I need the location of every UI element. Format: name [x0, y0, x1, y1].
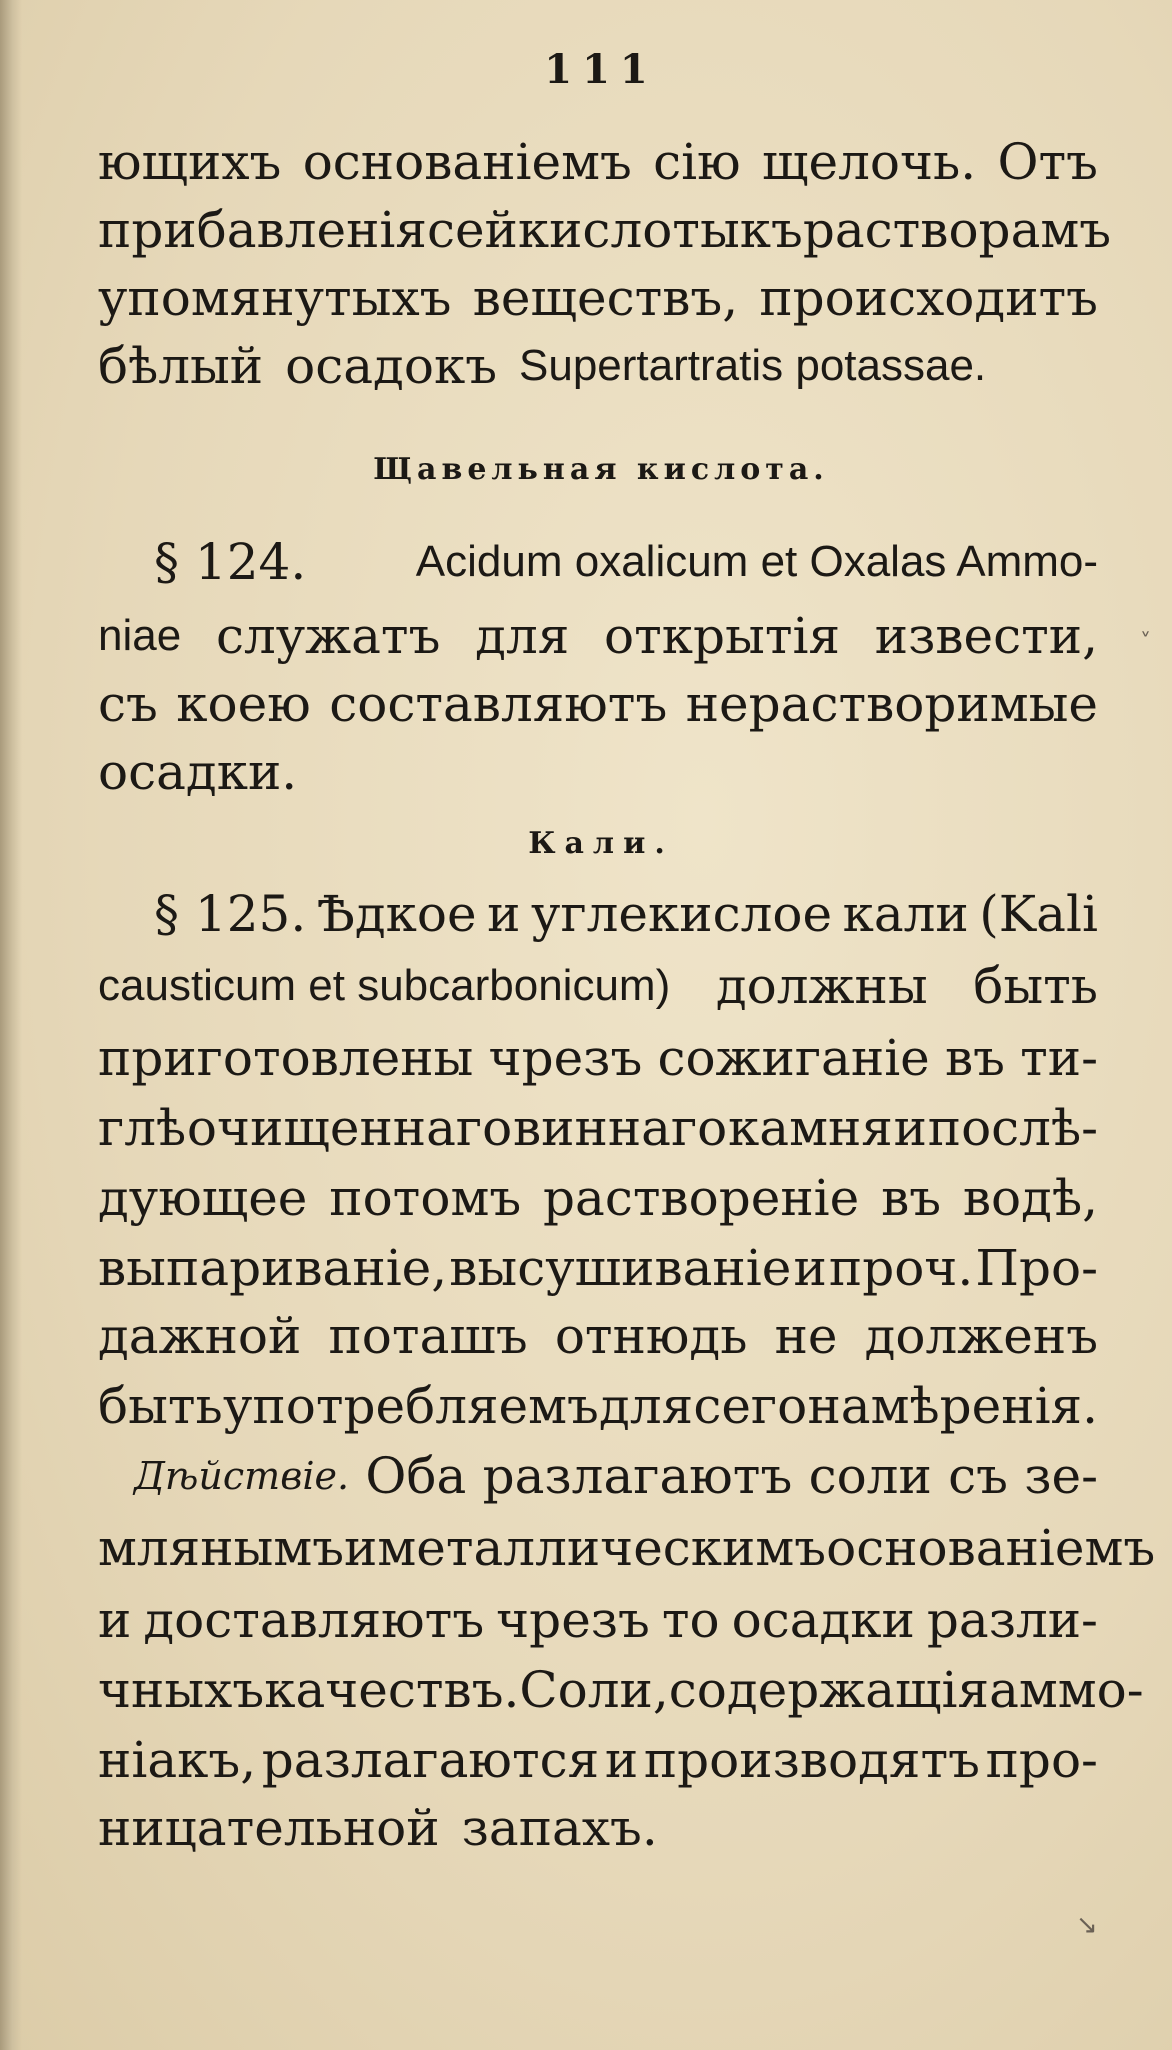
text-line: бѣлый осадокъ Supertartratis potassae. — [98, 337, 987, 395]
text-line: causticum et subcarbonicum) должны быть — [98, 957, 1098, 1015]
text-line: глѣ очищеннаго виннаго камня и послѣ- — [98, 1099, 1098, 1157]
text-line: выпариваніе, высушиваніе и проч. Про- — [98, 1239, 1098, 1297]
stray-mark: ˅ — [1140, 630, 1151, 655]
paragraph-label: Дѣйствіе. — [134, 1454, 350, 1498]
text-line: съ коею составляютъ нерастворимые — [98, 675, 1098, 733]
text-line: ніакъ, разлагаются и производятъ про- — [98, 1731, 1098, 1789]
text-line: дажной поташъ отнюдь не долженъ — [98, 1307, 1098, 1365]
text-line: дующее потомъ раствореніе въ водѣ, — [98, 1169, 1098, 1227]
text-line: упомянутыхъ веществъ, происходитъ — [98, 269, 1098, 327]
section-heading: Кали. — [528, 826, 674, 861]
text-line: niae служатъ для открытія извести, — [98, 607, 1098, 665]
text-line: и доставляютъ чрезъ то осадки разли- — [98, 1591, 1098, 1649]
section-number: § 124. — [154, 533, 307, 591]
page-number: 111 — [544, 46, 658, 93]
text-line: осадки. — [98, 743, 298, 801]
page-spine-shadow — [0, 0, 22, 2050]
text-line: § 125. Ѣдкое и углекислое кали (Kali — [98, 884, 1098, 944]
stray-mark: ↘ — [1076, 1910, 1098, 1940]
text-line: чныхъ качествъ. Соли, содержащія аммо- — [98, 1661, 1144, 1719]
text-line: ющихъ основаніемъ сію щелочь. Отъ — [98, 133, 1098, 191]
text-line: ницательной запахъ. — [98, 1799, 658, 1857]
text-line: млянымъ и металлическимъ основаніемъ — [98, 1519, 1156, 1577]
text-line: прибавленія сей кислоты къ растворамъ — [98, 201, 1112, 259]
section-heading: Щавельная кислота. — [373, 452, 829, 487]
section-number: § 125. — [154, 885, 307, 943]
text-line: Дѣйствіе. Оба разлагаютъ соли съ зе- — [98, 1446, 1098, 1506]
text-line: § 124. Acidum oxalicum et Oxalas Ammo- — [98, 532, 1098, 592]
text-line: быть употребляемъ для сего намѣренія. — [98, 1377, 1098, 1435]
text-line: приготовлены чрезъ сожиганіе въ ти- — [98, 1029, 1098, 1087]
